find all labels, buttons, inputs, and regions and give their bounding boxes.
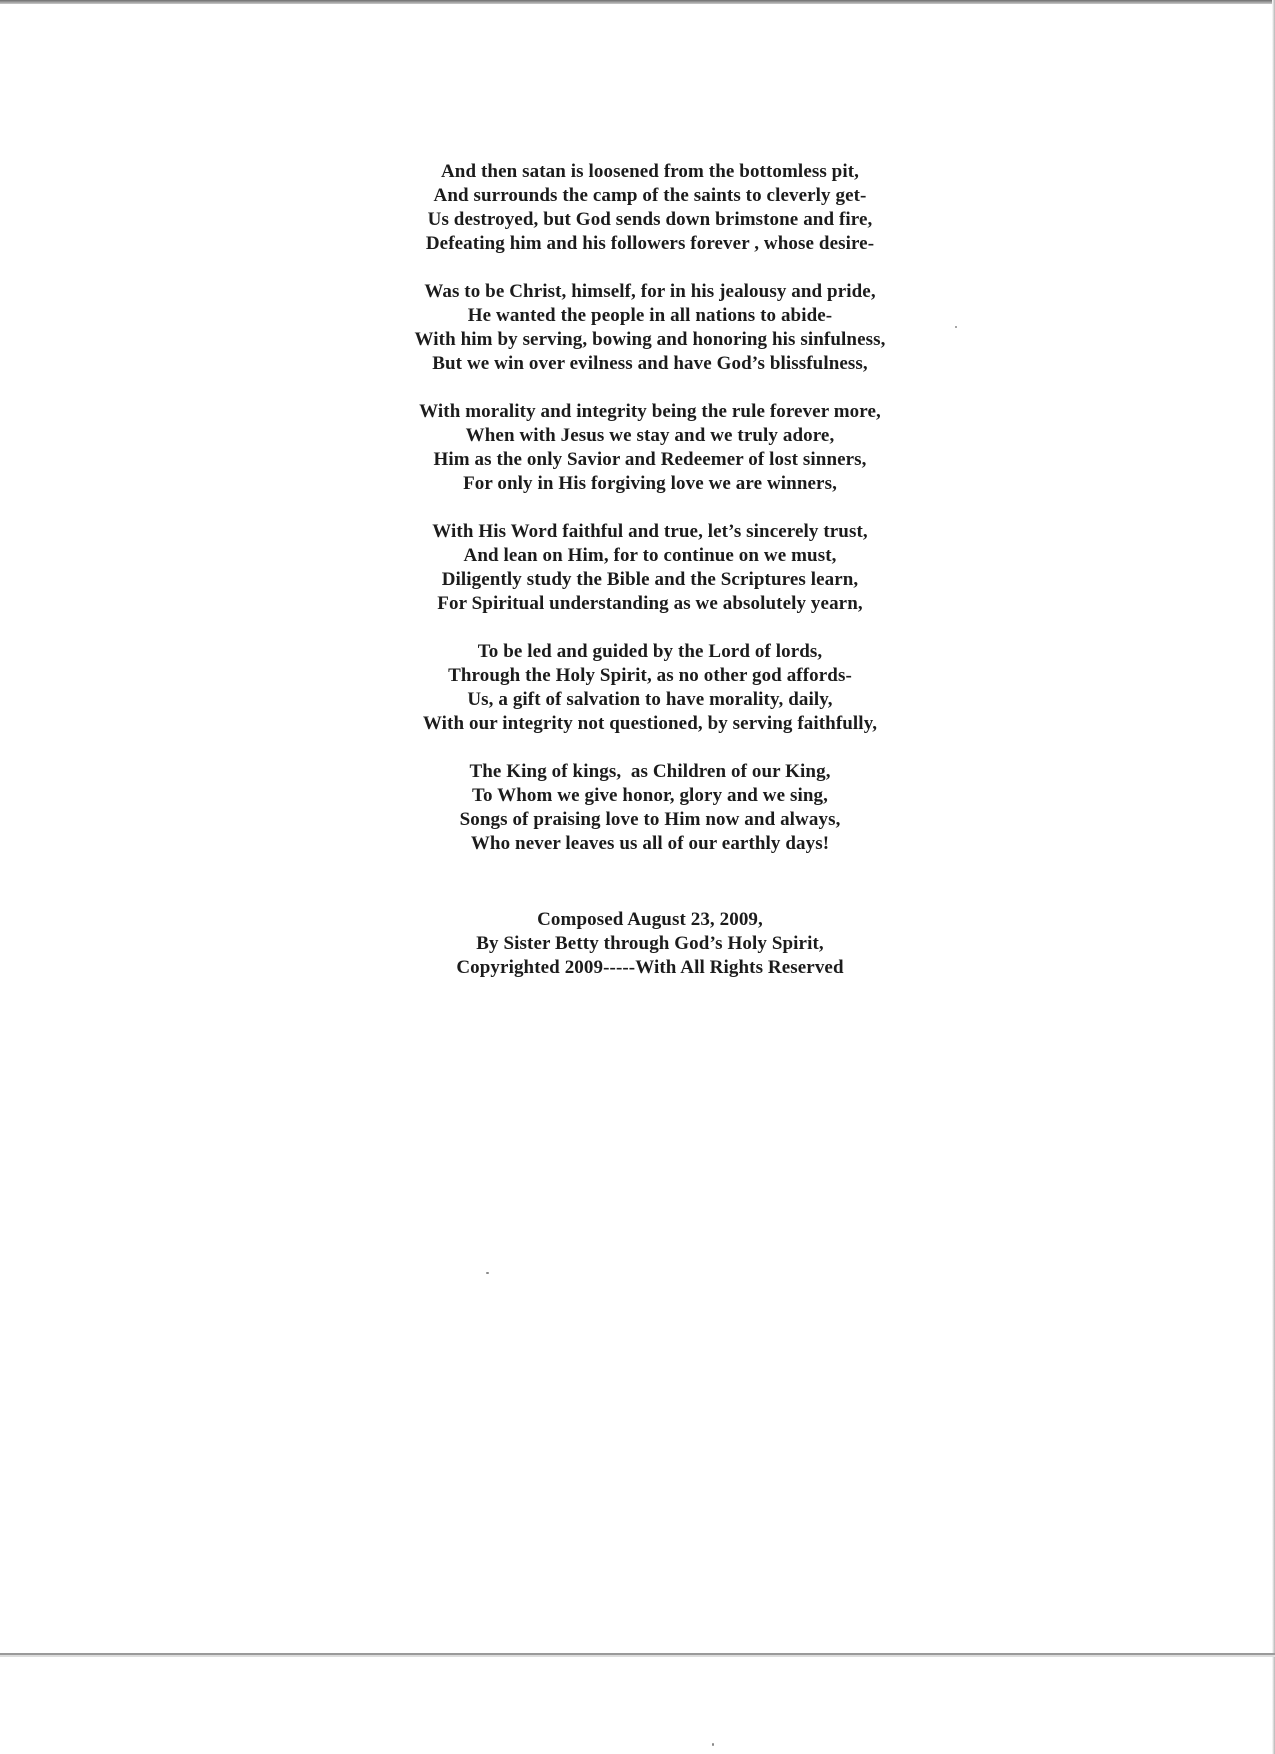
poem-line: Us destroyed, but God sends down brimstone and fire, [427, 209, 873, 230]
poem-line: When with Jesus we stay and we truly adore, [465, 425, 835, 446]
scan-speck [955, 326, 957, 328]
poem-line: For only in His forgiving love we are winners, [463, 473, 837, 494]
poem-line: Was to be Christ, himself, for in his jealousy and pride, [424, 281, 876, 302]
poem-line: Who never leaves us all of our earthly days! [470, 833, 830, 854]
poem-line: And then satan is loosened from the bottomless pit, [440, 161, 860, 182]
poem-line: Songs of praising love to Him now and always, [459, 809, 841, 830]
poem-line: With morality and integrity being the rule forever more, [419, 401, 881, 422]
stanza-5 [300, 640, 1000, 736]
stanza-4 [300, 520, 1000, 616]
poem-line: Diligently study the Bible and the Scriptures learn, [441, 569, 859, 590]
poem-line: But we win over evilness and have God’s blissfulness, [432, 353, 868, 374]
scan-bottom-edge-shadow [0, 1655, 1275, 1657]
scan-speck [712, 1743, 714, 1746]
scan-speck [486, 1272, 489, 1274]
poem-line: Defeating him and his followers forever , whose desire- [425, 233, 875, 254]
stanza-3 [300, 400, 1000, 496]
poem-line: The King of kings, as Children of our King, [469, 761, 831, 782]
poem-line: And surrounds the camp of the saints to cleverly get- [433, 185, 867, 206]
poem-line: Us, a gift of salvation to have morality, daily, [467, 689, 833, 710]
poem-line: With our integrity not questioned, by serving faithfully, [422, 713, 878, 734]
stanza-6 [300, 760, 1000, 856]
poem-line: With him by serving, bowing and honoring his sinfulness, [414, 329, 886, 350]
poem-line: And lean on Him, for to continue on we must, [463, 545, 837, 566]
poem-line: For Spiritual understanding as we absolutely yearn, [437, 593, 863, 614]
poem-line: To Whom we give honor, glory and we sing, [471, 785, 828, 806]
poem-line: To be led and guided by the Lord of lords, [477, 641, 823, 662]
poem [300, 160, 1000, 980]
credits [300, 908, 1000, 980]
stanza-1 [300, 160, 1000, 256]
poem-line: He wanted the people in all nations to abide- [467, 305, 833, 326]
stanza-2 [300, 280, 1000, 376]
poem-line: Through the Holy Spirit, as no other god affords- [448, 665, 852, 686]
composed-date: Composed August 23, 2009, [537, 909, 763, 930]
copyright-line: Copyrighted 2009-----With All Rights Reserved [456, 957, 844, 978]
poem-line: Him as the only Savior and Redeemer of lost sinners, [433, 449, 867, 470]
author-line: By Sister Betty through God’s Holy Spirit, [476, 933, 824, 954]
poem-line: With His Word faithful and true, let’s sincerely trust, [432, 521, 868, 542]
scan-top-edge [0, 0, 1275, 4]
